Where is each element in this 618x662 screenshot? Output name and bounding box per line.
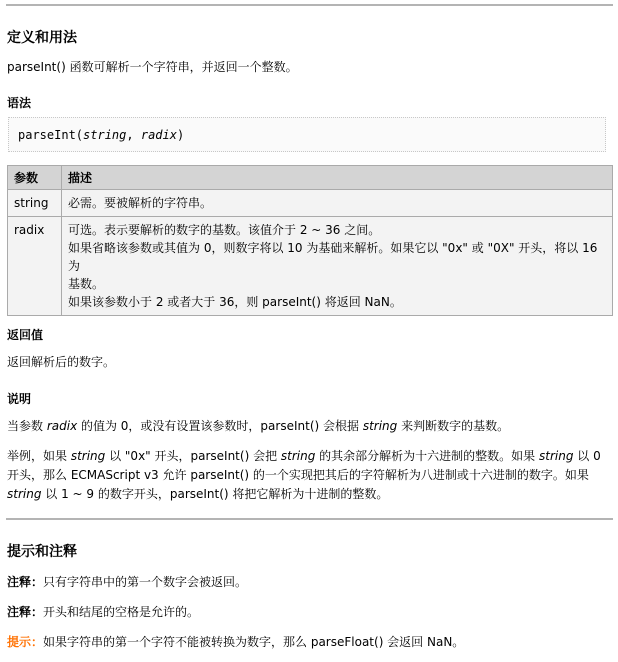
string-term: string — [7, 487, 42, 501]
middle-divider — [6, 518, 613, 520]
header-param: 参数 — [8, 166, 62, 190]
section-title-tips: 提示和注释 — [7, 544, 77, 560]
header-description: 描述 — [62, 166, 613, 190]
text-span: 以 "0x" 开头，parseInt() 会把 — [105, 449, 281, 463]
text-span: 的值为 0，或没有设置该参数时，parseInt() 会根据 — [77, 419, 363, 433]
table-header-row — [8, 166, 613, 190]
description-paragraph-2-line-2: 开头，那么 ECMAScript v3 允许 parseInt() 的一个实现把其后的字符解析为八进制或十六进制的数字。如果 — [7, 468, 589, 482]
text-span: 当参数 — [7, 419, 47, 433]
note-text: 只有字符串中的第一个数字会被返回。 — [43, 575, 248, 589]
desc-line: 如果该参数小于 2 或者大于 36，则 parseInt() 将返回 NaN。 — [68, 295, 402, 309]
description-paragraph-1 — [7, 417, 509, 434]
description-paragraph-2-line-1 — [7, 447, 601, 464]
text-span: 来判断数字的基数。 — [397, 419, 510, 433]
text-span: 以 1 ~ 9 的数字开头，parseInt() 将把它解析为十进制的整数。 — [41, 487, 389, 501]
param-desc-radix — [62, 217, 613, 316]
string-term: string — [280, 449, 316, 463]
param-name-radix: radix — [8, 217, 62, 316]
table-row — [8, 190, 613, 217]
note-1 — [7, 573, 247, 590]
syntax-heading: 语法 — [7, 96, 32, 110]
intro-code: parseInt() — [7, 60, 66, 74]
description-heading: 说明 — [7, 392, 32, 406]
description-paragraph-2-line-3 — [7, 485, 388, 502]
desc-line: 必需。要被解析的字符串。 — [68, 196, 213, 210]
note-label: 注释： — [7, 575, 44, 589]
string-term: string — [538, 449, 574, 463]
parameters-table — [7, 165, 613, 316]
tip-label: 提示： — [7, 635, 44, 649]
text-span: 的其余部分解析为十六进制的整数。如果 — [315, 449, 539, 463]
syntax-code-block — [8, 117, 606, 152]
note-2 — [7, 603, 199, 620]
desc-line: 如果省略该参数或其值为 0，则数字将以 10 为基础来解析。如果它以 "0x" 或 "0X" 开头，将以 16 为 — [68, 241, 598, 273]
syntax-sep: , — [126, 128, 141, 142]
syntax-arg-string: string — [83, 128, 127, 142]
tip — [7, 633, 464, 650]
tip-text: 如果字符串的第一个字符不能被转换为数字，那么 parseFloat() 会返回 NaN。 — [43, 635, 465, 649]
intro-paragraph — [7, 58, 298, 75]
syntax-arg-radix: radix — [140, 128, 177, 142]
syntax-close: ) — [176, 128, 185, 142]
string-term: string — [70, 449, 106, 463]
section-title-definition: 定义和用法 — [7, 30, 77, 46]
note-text: 开头和结尾的空格是允许的。 — [43, 605, 200, 619]
desc-line: 可选。表示要解析的数字的基数。该值介于 2 ~ 36 之间。 — [68, 223, 381, 237]
text-span: 以 0 — [573, 449, 601, 463]
return-value-heading: 返回值 — [7, 328, 44, 342]
top-divider — [6, 4, 613, 6]
table-row — [8, 217, 613, 316]
radix-term: radix — [46, 419, 78, 433]
param-desc-string — [62, 190, 613, 217]
text-span: 举例，如果 — [7, 449, 71, 463]
return-value-text: 返回解析后的数字。 — [7, 355, 116, 369]
param-name-string: string — [8, 190, 62, 217]
syntax-func: parseInt( — [18, 128, 84, 142]
note-label: 注释： — [7, 605, 44, 619]
desc-line: 基数。 — [68, 277, 105, 291]
string-term: string — [362, 419, 398, 433]
intro-text: 函数可解析一个字符串，并返回一个整数。 — [65, 60, 298, 74]
